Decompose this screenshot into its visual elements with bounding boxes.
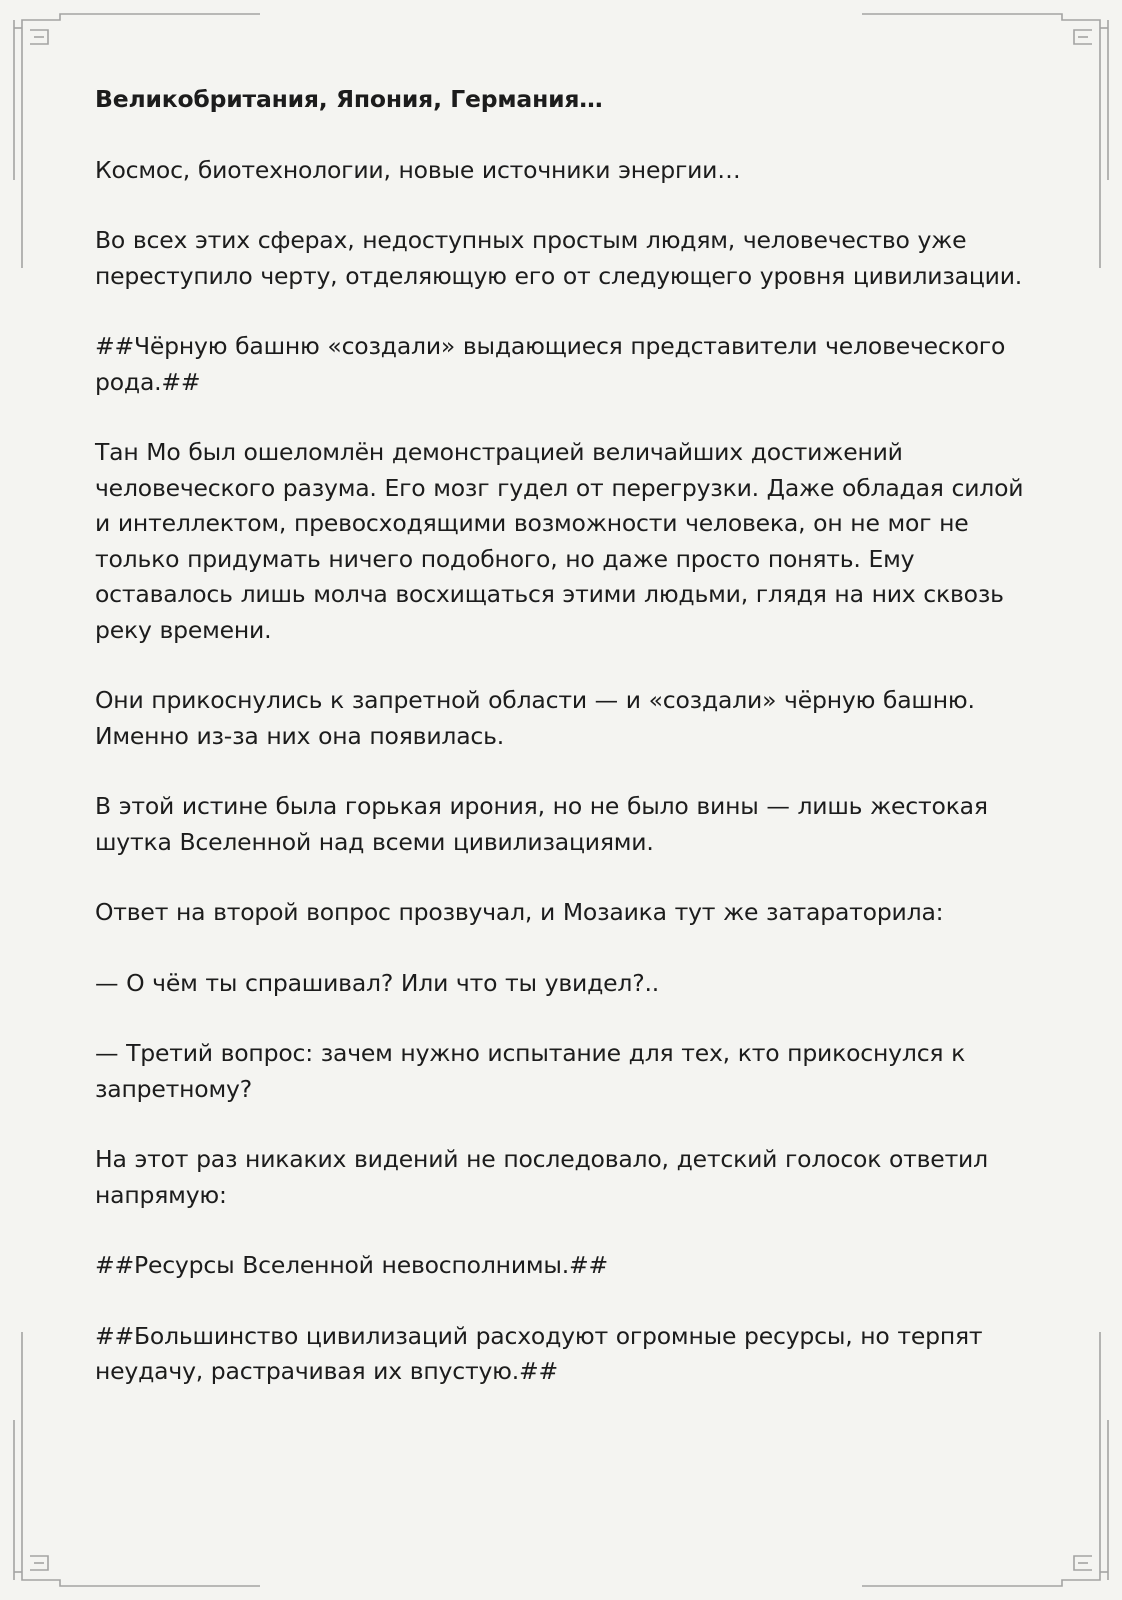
paragraph: — О чём ты спрашивал? Или что ты увидел?.. (95, 968, 660, 997)
paragraph: ##Чёрную башню «создали» выдающиеся представители человеческого рода.## (95, 332, 1006, 396)
paragraph: Космос, биотехнологии, новые источники энергии… (95, 155, 741, 184)
paragraph-heading: Великобритания, Япония, Германия… (95, 85, 603, 113)
paragraph: Тан Мо был ошеломлён демонстрацией величайших достижений человеческого разума. Его мозг гудел от перегрузки. Даже обладая силой и интеллектом, превосходящими возможности человека, он не мог не только придумать ничего подобного, но даже просто понять. Ему оставалось лишь молча восхищаться этими людьми, глядя на них сквозь реку времени. (95, 438, 1024, 644)
paragraph: Во всех этих сферах, недоступных простым людям, человечество уже переступило черту, отделяющую его от следующего уровня цивилизации. (95, 226, 1023, 290)
paragraph: На этот раз никаких видений не последовало, детский голосок ответил напрямую: (95, 1145, 988, 1209)
paragraph: ##Большинство цивилизаций расходуют огромные ресурсы, но терпят неудачу, растрачивая их впустую.## (95, 1321, 983, 1385)
paragraph: ##Ресурсы Вселенной невосполнимы.## (95, 1251, 609, 1279)
paragraph: В этой истине была горькая ирония, но не было вины — лишь жестокая шутка Вселенной над всеми цивилизациями. (95, 792, 988, 856)
paragraph: Ответ на второй вопрос прозвучал, и Мозаика тут же затараторила: (95, 898, 944, 926)
paragraph: — Третий вопрос: зачем нужно испытание для тех, кто прикоснулся к запретному? (95, 1039, 966, 1103)
chapter-text (95, 82, 1025, 1425)
paragraph: Они прикоснулись к запретной области — и «создали» чёрную башню. Именно из-за них она появилась. (95, 686, 975, 750)
